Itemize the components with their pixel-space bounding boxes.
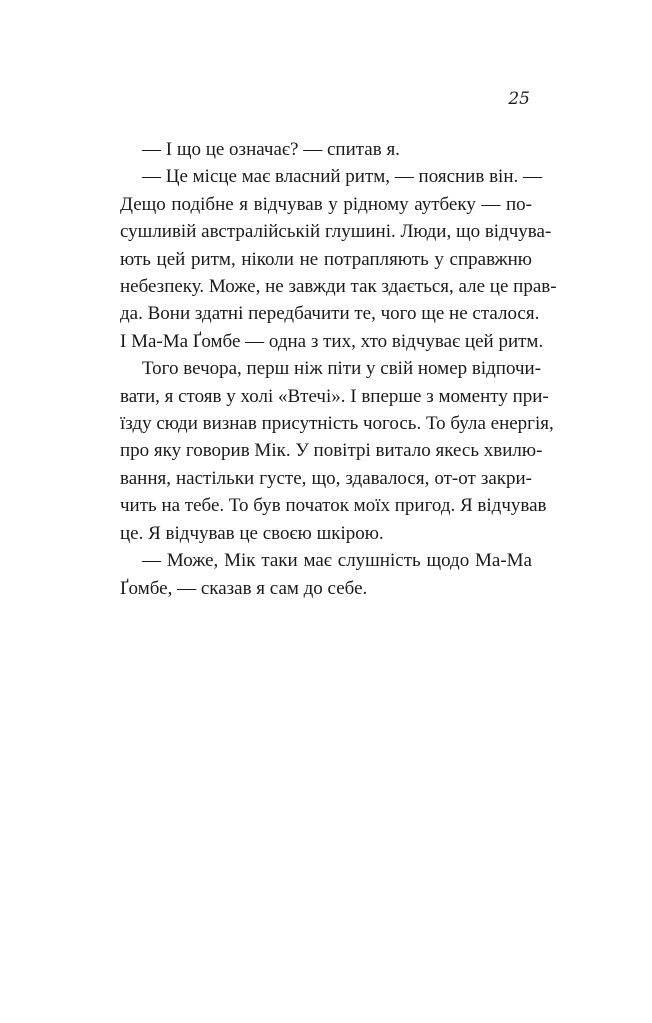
text-line: да. Вони здатні передбачити те, чого ще не сталося. <box>120 303 540 325</box>
text-line: вання, настільки густе, що, здавалося, от-от закри- <box>120 467 532 489</box>
text-line: — І що це означає? — спитав я. <box>142 139 400 160</box>
text-line: — Це місце має власний ритм, — пояснив він. — <box>142 166 542 188</box>
text-line: про яку говорив Мік. У повітрі витало якесь хвилю- <box>120 440 543 462</box>
text-line: сушливій австралійській глушині. Люди, що відчува- <box>120 221 552 243</box>
text-line: це. Я відчував це своєю шкірою. <box>120 522 384 544</box>
text-line: ють цей ритм, ніколи не потрапляють у справжню <box>120 248 532 270</box>
body-text <box>120 136 557 602</box>
text-line: їзду сюди визнав присутність чогось. То була енергія, <box>120 413 554 435</box>
text-line: — Може, Мік таки має слушність щодо Ма-Ма <box>142 550 532 572</box>
text-line: Ґомбе, — сказав я сам до себе. <box>120 577 368 599</box>
text-line: небезпеку. Може, не завжди так здається, але це прав- <box>120 276 557 298</box>
text-line: Дещо подібне я відчував у рідному аутбеку — по- <box>120 193 532 215</box>
text-line: вати, я стояв у холі «Втечі». І вперше з моменту при- <box>120 385 549 407</box>
text-line: І Ма-Ма Ґомбе — одна з тих, хто відчуває цей ритм. <box>120 330 544 352</box>
text-line: Того вечора, перш ніж піти у свій номер відпочи- <box>142 358 542 380</box>
page-number: 25 <box>508 89 530 109</box>
text-line: чить на тебе. То був початок моїх пригод. Я відчував <box>120 495 547 517</box>
